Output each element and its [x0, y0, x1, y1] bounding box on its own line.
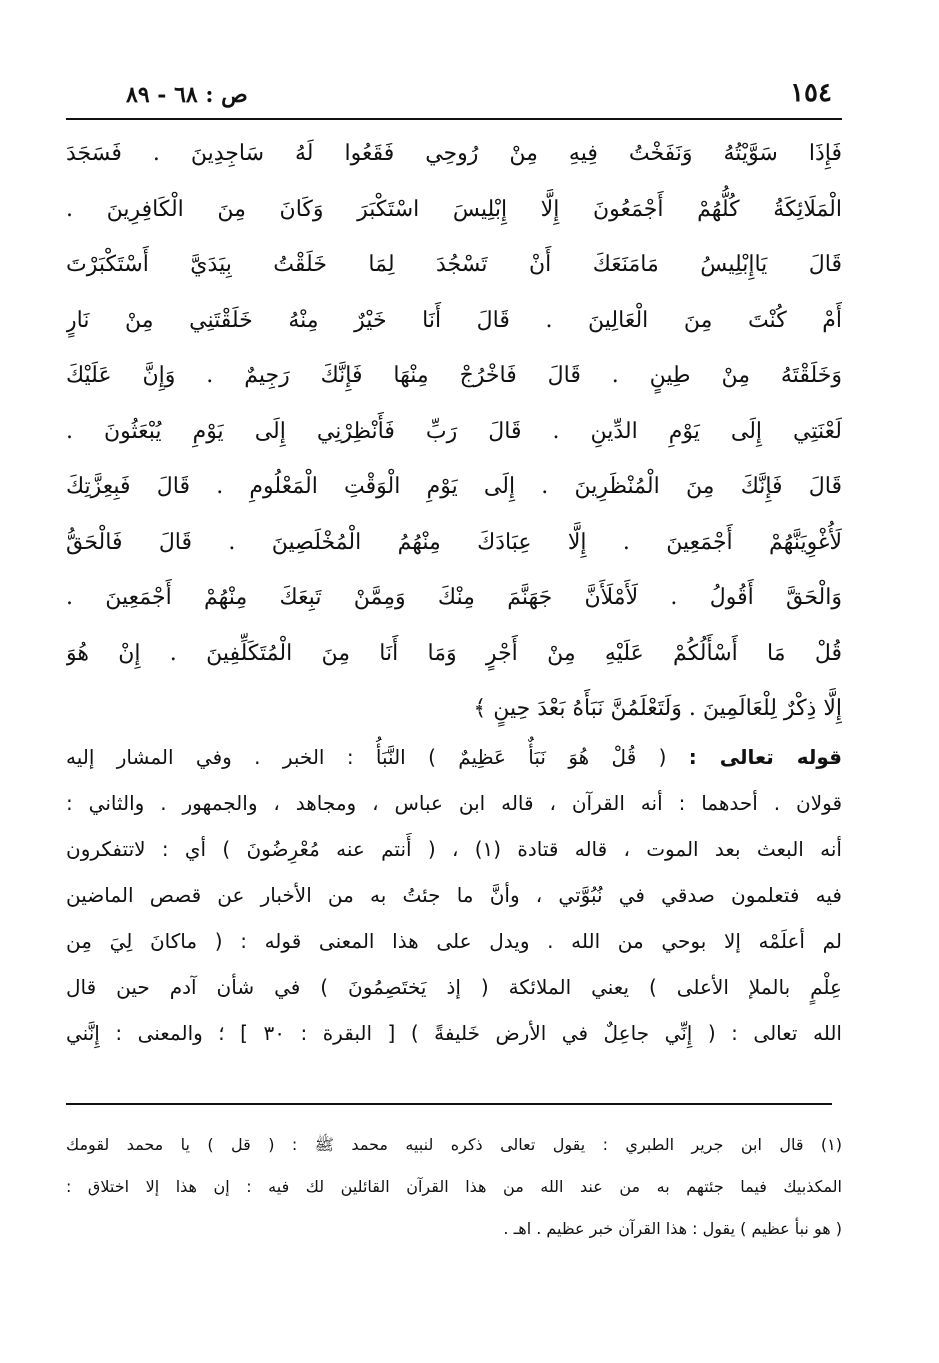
commentary-line: أنه البعث بعد الموت ، قاله قتادة (١) ، ( أَنتم عنه مُعْرِضُونَ ) أي : لاتتفكرون [66, 837, 842, 861]
quran-line: وَخَلَقْتَهُ مِنْ طِينٍ . قَالَ فَاخْرُجْ مِنْهَا فَإِنَّكَ رَجِيمٌ . وَإِنَّ عَلَيْكَ [66, 363, 842, 388]
commentary-line: لم أعلَمْه إلا بوحي من الله . ويدل على هذا المعنى قوله : ( ماكانَ لِيَ مِن [66, 929, 842, 953]
quran-line: أَمْ كُنْتَ مِنَ الْعَالِينَ . قَالَ أَنَا خَيْرٌ مِنْهُ خَلَقْتَنِي مِنْ نَارٍ [66, 307, 842, 333]
quran-line: فَإِذَا سَوَّيْتُهُ وَنَفَخْتُ فِيهِ مِنْ رُوحِي فَقَعُوا لَهُ سَاجِدِينَ . فَسَجَدَ [66, 141, 842, 166]
footnote-rule [66, 1103, 832, 1105]
commentary-line: عِلْمٍ بالملإ الأعلى ) يعني الملائكة ( إذ يَختَصِمُونَ ) في شأن آدم حين قال [66, 975, 842, 999]
quran-line: قُلْ مَا أَسْأَلُكُمْ عَلَيْهِ مِنْ أَجْرٍ وَمَا أَنَا مِنَ الْمُتَكَلِّفِينَ . إِنْ هُوَ [66, 640, 842, 666]
footnote-line: ( هو نبأ عظيم ) يقول : هذا القرآن خبر عظيم . اهـ . [503, 1219, 842, 1238]
commentary-lead: قوله تعالى : [688, 745, 842, 769]
page-number: ١٥٤ [790, 78, 832, 108]
commentary-line: الله تعالى : ( إِنِّي جاعِلٌ في الأرض خَليفةً ) [ البقرة : ٣٠ ] ؛ والمعنى : إِنَّني [66, 1021, 842, 1045]
verse-reference: ص : ٦٨ - ٨٩ [126, 82, 248, 108]
quran-line: لَعْنَتِي إِلَى يَوْمِ الدِّينِ . قَالَ رَبِّ فَأَنْظِرْنِي إِلَى يَوْمِ يُبْعَثُونَ . [66, 418, 842, 444]
quran-line: الْمَلَائِكَةُ كُلُّهُمْ أَجْمَعُونَ إِلَّا إِبْلِيسَ اسْتَكْبَرَ وَكَانَ مِنَ الْكَافِرِينَ . [66, 196, 842, 222]
footnotes [66, 1124, 842, 1250]
commentary [66, 734, 842, 1056]
quran-text [66, 126, 842, 737]
quran-line: لَأُغْوِيَنَّهُمْ أَجْمَعِينَ . إِلَّا عِبَادَكَ مِنْهُمُ الْمُخْلَصِينَ . قَالَ فَالْحَقُّ [66, 529, 842, 555]
header-rule [66, 118, 842, 120]
quran-line: إِلَّا ذِكْرٌ لِلْعَالَمِينَ . وَلَتَعْلَمُنَّ نَبَأَهُ بَعْدَ حِينٍ ﴾ [473, 696, 842, 721]
quran-line: قَالَ فَإِنَّكَ مِنَ الْمُنْظَرِينَ . إِلَى يَوْمِ الْوَقْتِ الْمَعْلُومِ . قَالَ فَبِعِزَّتِكَ [66, 474, 842, 499]
footnote-line: (١) قال ابن جرير الطبري : يقول تعالى ذكره لنبيه محمد ﷺ : ( قل ) يا محمد لقومك [66, 1135, 842, 1154]
commentary-first-line [66, 734, 842, 780]
page-header [66, 64, 842, 108]
commentary-line: قولان . أحدهما : أنه القرآن ، قاله ابن عباس ، ومجاهد ، والجمهور . والثاني : [66, 791, 842, 815]
quran-line: قَالَ يَاإِبْلِيسُ مَامَنَعَكَ أَنْ تَسْجُدَ لِمَا خَلَقْتُ بِيَدَيَّ أَسْتَكْبَرْتَ [66, 252, 842, 277]
commentary-line: فيه فتعلمون صدقي في نُبُوَّتي ، وأنَّ ما جئتُ به من الأخبار عن قصص الماضين [66, 883, 842, 907]
commentary-first-line-text: ( قُلْ هُوَ نَبَأٌ عَظِيمٌ ) النَّبَأُ : الخبر . وفي المشار إليه [66, 745, 667, 769]
footnote-line: المكذبيك فيما جئتهم به من عند الله من هذا القرآن القائلين لك فيه : إن هذا إلا اختلاق : [66, 1177, 842, 1196]
quran-line: وَالْحَقَّ أَقُولُ . لَأَمْلَأَنَّ جَهَنَّمَ مِنْكَ وَمِمَّنْ تَبِعَكَ مِنْهُمْ أَجْمَعِينَ . [66, 585, 842, 610]
